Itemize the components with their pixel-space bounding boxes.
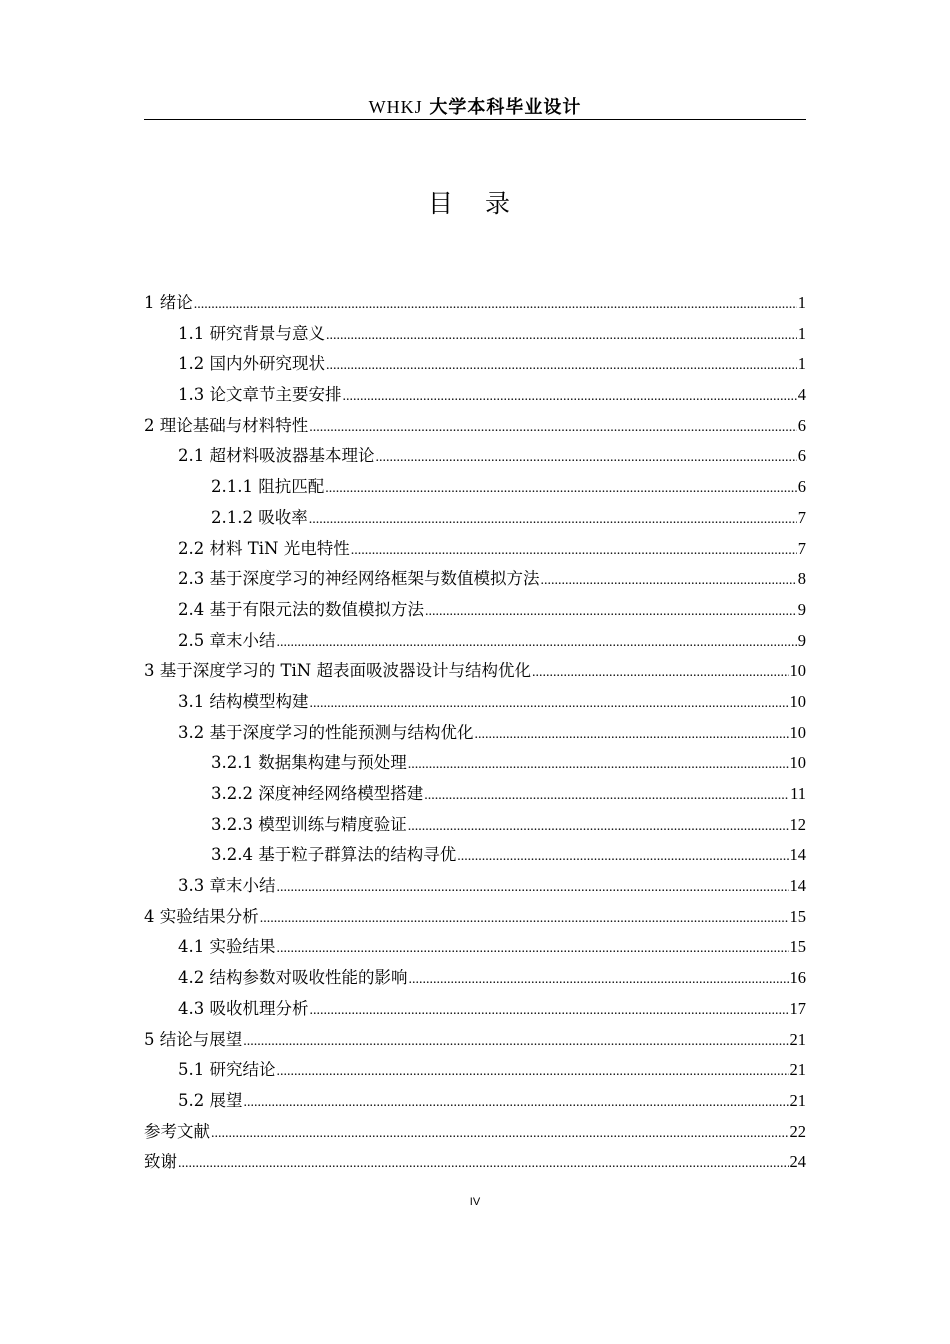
toc-entry-label: 2 理论基础与材料特性 xyxy=(144,415,309,435)
toc-leader-dots xyxy=(351,543,797,559)
toc-leader-dots xyxy=(424,788,789,804)
toc-entry[interactable] xyxy=(144,473,806,504)
toc-entry[interactable] xyxy=(144,320,806,351)
toc-entry[interactable] xyxy=(144,933,806,964)
toc-entry-page: 1 xyxy=(797,293,806,312)
toc-entry-page: 4 xyxy=(797,385,806,405)
toc-leader-dots xyxy=(211,1126,789,1142)
toc-leader-dots xyxy=(425,604,797,620)
toc-entry-label: 3 基于深度学习的 TiN 超表面吸波器设计与结构优化 xyxy=(144,661,531,681)
header-university-code: WHKJ xyxy=(368,97,423,117)
toc-entry-label: 3.2.4 基于粒子群算法的结构寻优 xyxy=(211,845,457,865)
toc-entry[interactable] xyxy=(144,565,806,596)
toc-leader-dots xyxy=(376,450,797,466)
toc-entry[interactable] xyxy=(144,749,806,780)
toc-leader-dots xyxy=(532,665,789,681)
toc-leader-dots xyxy=(309,512,797,528)
toc-leader-dots xyxy=(194,297,797,313)
toc-entry-label: 3.2.2 深度神经网络模型搭建 xyxy=(211,784,424,803)
toc-entry-label: 3.1 结构模型构建 xyxy=(178,691,309,711)
toc-entry-label: 4.2 结构参数对吸收性能的影响 xyxy=(178,968,408,988)
table-of-contents xyxy=(144,289,806,1179)
toc-entry[interactable] xyxy=(144,1056,806,1087)
toc-entry-page: 9 xyxy=(797,630,806,650)
header-title: 大学本科毕业设计 xyxy=(429,97,582,118)
toc-leader-dots xyxy=(457,849,788,865)
toc-entry[interactable] xyxy=(144,688,806,719)
toc-entry[interactable] xyxy=(144,811,806,842)
toc-entry[interactable] xyxy=(144,719,806,750)
toc-entry[interactable] xyxy=(144,289,806,320)
toc-entry[interactable] xyxy=(144,627,806,658)
toc-entry[interactable] xyxy=(144,1148,806,1179)
toc-entry[interactable] xyxy=(144,657,806,688)
toc-entry-page: 24 xyxy=(789,1152,806,1172)
toc-entry-page: 10 xyxy=(789,753,806,773)
toc-leader-dots xyxy=(326,358,797,374)
toc-entry[interactable] xyxy=(144,1087,806,1118)
toc-entry-label: 4 实验结果分析 xyxy=(144,906,259,926)
toc-entry-page: 16 xyxy=(789,968,806,988)
toc-entry-page: 15 xyxy=(789,937,806,957)
toc-entry[interactable] xyxy=(144,995,806,1026)
toc-entry-page: 6 xyxy=(797,446,806,466)
toc-entry-label: 2.1.2 吸收率 xyxy=(211,507,308,527)
toc-entry[interactable] xyxy=(144,504,806,535)
toc-entry-page: 17 xyxy=(789,998,806,1018)
toc-entry-label: 2.4 基于有限元法的数值模拟方法 xyxy=(178,599,424,619)
toc-entry-page: 15 xyxy=(789,906,806,926)
toc-entry-page: 10 xyxy=(789,722,806,742)
toc-entry-label: 参考文献 xyxy=(144,1121,210,1141)
toc-entry-page: 9 xyxy=(797,599,806,619)
toc-entry-page: 21 xyxy=(789,1060,806,1080)
toc-entry-label: 5 结论与展望 xyxy=(144,1029,243,1049)
toc-entry[interactable] xyxy=(144,412,806,443)
toc-entry-label: 2.5 章末小结 xyxy=(178,630,276,650)
toc-entry-label: 1 绪论 xyxy=(144,293,193,312)
toc-entry-page: 14 xyxy=(789,845,806,865)
toc-leader-dots xyxy=(408,757,789,773)
toc-entry-label: 4.3 吸收机理分析 xyxy=(178,998,309,1018)
toc-entry[interactable] xyxy=(144,780,806,811)
toc-entry[interactable] xyxy=(144,381,806,412)
toc-entry-label: 5.2 展望 xyxy=(178,1090,243,1110)
toc-entry-label: 3.2.3 模型训练与精度验证 xyxy=(211,814,407,834)
toc-leader-dots xyxy=(325,481,797,497)
toc-entry[interactable] xyxy=(144,1026,806,1057)
toc-entry-label: 1.1 研究背景与意义 xyxy=(178,323,325,343)
toc-entry-page: 11 xyxy=(790,784,806,803)
toc-leader-dots xyxy=(277,635,797,651)
toc-entry-page: 8 xyxy=(797,569,806,589)
toc-leader-dots xyxy=(244,1095,789,1111)
toc-entry[interactable] xyxy=(144,903,806,934)
toc-entry-label: 3.2 基于深度学习的性能预测与结构优化 xyxy=(178,722,474,742)
toc-entry[interactable] xyxy=(144,596,806,627)
toc-leader-dots xyxy=(277,941,789,957)
toc-entry[interactable] xyxy=(144,872,806,903)
toc-leader-dots xyxy=(326,328,797,344)
toc-leader-dots xyxy=(475,727,789,743)
toc-entry-label: 2.1 超材料吸波器基本理论 xyxy=(178,446,375,466)
toc-entry-page: 1 xyxy=(797,354,806,374)
toc-entry[interactable] xyxy=(144,535,806,566)
toc-entry-page: 22 xyxy=(789,1121,806,1141)
toc-entry-page: 7 xyxy=(797,538,806,558)
toc-leader-dots xyxy=(277,1064,789,1080)
toc-entry-page: 14 xyxy=(789,876,806,896)
toc-leader-dots xyxy=(243,1034,788,1050)
footer-page-number: IV xyxy=(469,1196,481,1208)
toc-leader-dots xyxy=(408,819,789,835)
toc-leader-dots xyxy=(309,420,797,436)
toc-entry-label: 3.3 章末小结 xyxy=(178,876,276,896)
toc-leader-dots xyxy=(260,911,789,927)
toc-entry-label: 1.2 国内外研究现状 xyxy=(178,354,325,374)
toc-entry[interactable] xyxy=(144,350,806,381)
toc-entry-label: 2.3 基于深度学习的神经网络框架与数值模拟方法 xyxy=(178,569,540,589)
toc-entry-page: 10 xyxy=(789,691,806,711)
toc-leader-dots xyxy=(541,573,797,589)
toc-entry[interactable] xyxy=(144,442,806,473)
toc-leader-dots xyxy=(178,1156,789,1172)
toc-entry-page: 10 xyxy=(789,661,806,681)
toc-leader-dots xyxy=(277,880,789,896)
toc-entry-label: 3.2.1 数据集构建与预处理 xyxy=(211,753,407,773)
toc-entry-page: 21 xyxy=(789,1090,806,1110)
toc-entry[interactable] xyxy=(144,964,806,995)
toc-leader-dots xyxy=(343,389,797,405)
toc-entry-label: 2.2 材料 TiN 光电特性 xyxy=(178,538,350,558)
running-header xyxy=(144,94,806,120)
toc-entry[interactable] xyxy=(144,841,806,872)
toc-entry[interactable] xyxy=(144,1118,806,1149)
toc-entry-page: 21 xyxy=(789,1029,806,1049)
toc-entry-page: 7 xyxy=(797,507,806,527)
toc-entry-page: 12 xyxy=(789,814,806,834)
toc-leader-dots xyxy=(310,1003,789,1019)
toc-entry-label: 4.1 实验结果 xyxy=(178,937,276,957)
toc-leader-dots xyxy=(409,972,789,988)
toc-entry-label: 致谢 xyxy=(144,1152,177,1172)
toc-entry-page: 6 xyxy=(797,415,806,435)
toc-entry-label: 5.1 研究结论 xyxy=(178,1060,276,1080)
toc-entry-label: 1.3 论文章节主要安排 xyxy=(178,385,342,405)
toc-entry-page: 1 xyxy=(797,323,806,343)
toc-leader-dots xyxy=(310,696,789,712)
toc-entry-page: 6 xyxy=(797,477,806,497)
toc-entry-label: 2.1.1 阻抗匹配 xyxy=(211,477,325,497)
toc-title: 目 录 xyxy=(428,189,522,218)
header-rule xyxy=(144,119,806,120)
